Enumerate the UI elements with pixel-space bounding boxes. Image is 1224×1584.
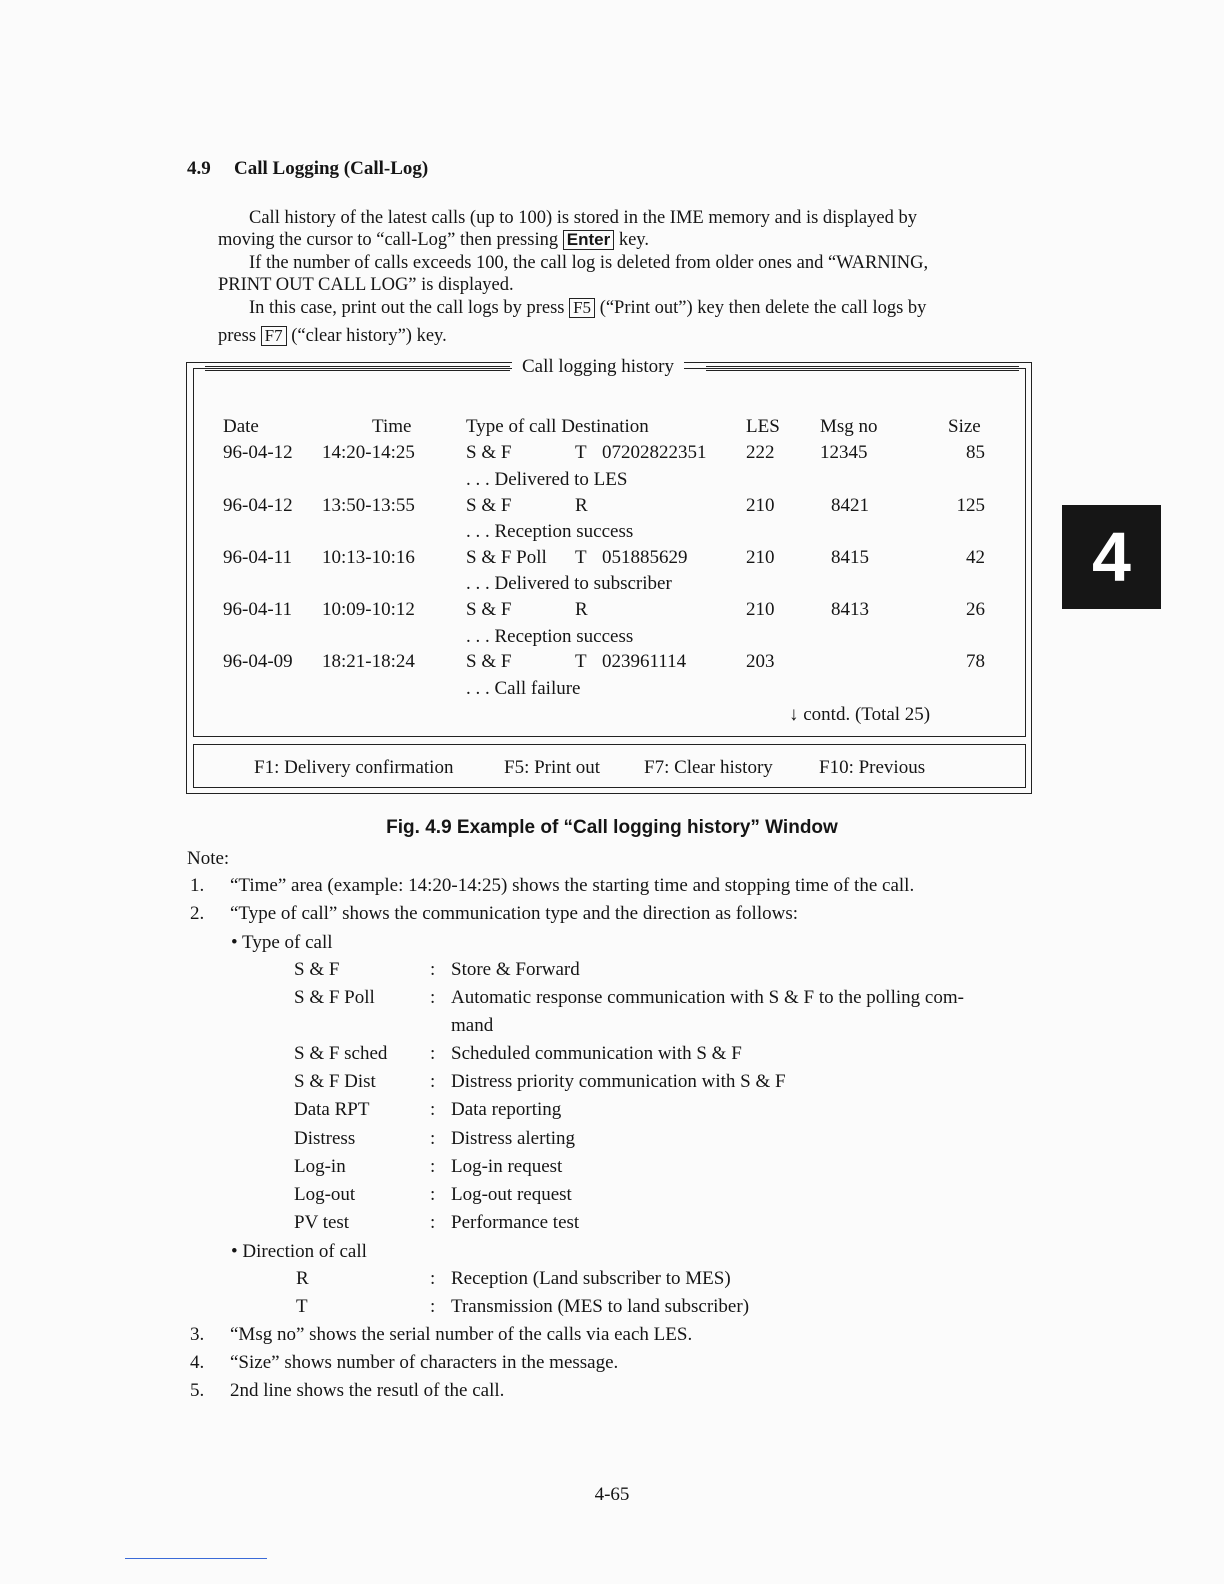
header-time: Time bbox=[372, 416, 412, 437]
direction-term: R bbox=[296, 1268, 309, 1289]
type-of-call-bullet: • Type of call bbox=[231, 932, 333, 953]
window-title: Call logging history bbox=[512, 356, 684, 378]
row-msg-no: 12345 bbox=[820, 442, 868, 463]
row-time: 14:20-14:25 bbox=[322, 442, 415, 463]
header-size: Size bbox=[948, 416, 981, 437]
type-desc: Data reporting bbox=[451, 1099, 562, 1120]
type-term: S & F Dist bbox=[294, 1071, 376, 1092]
header-les: LES bbox=[746, 416, 780, 437]
row-direction: T bbox=[575, 442, 587, 463]
intro-line-3: If the number of calls exceeds 100, the call log is deleted from older ones and “WARNING, bbox=[249, 253, 929, 273]
row-date: 96-04-11 bbox=[223, 547, 292, 568]
f7-clear-history-button[interactable]: F7: Clear history bbox=[644, 757, 773, 778]
direction-desc: Reception (Land subscriber to MES) bbox=[451, 1268, 731, 1289]
enter-key: Enter bbox=[563, 230, 614, 250]
note-number: 1. bbox=[190, 875, 205, 896]
section-number: 4.9 bbox=[187, 158, 211, 179]
note-1: “Time” area (example: 14:20-14:25) shows the starting time and stopping time of the call. bbox=[230, 875, 915, 896]
type-term: Log-in bbox=[294, 1156, 346, 1177]
intro-line-4: PRINT OUT CALL LOG” is displayed. bbox=[218, 275, 514, 295]
direction-term: T bbox=[296, 1296, 308, 1317]
type-desc: Scheduled communication with S & F bbox=[451, 1043, 742, 1064]
row-les: 210 bbox=[746, 599, 775, 620]
row-size: 78 bbox=[966, 651, 985, 672]
intro-line-6: press F7 (“clear history”) key. bbox=[218, 326, 447, 346]
row-date: 96-04-12 bbox=[223, 442, 293, 463]
note-4: “Size” shows number of characters in the message. bbox=[230, 1352, 619, 1373]
continued-indicator: ↓ contd. (Total 25) bbox=[789, 704, 931, 725]
note-number: 5. bbox=[190, 1380, 205, 1401]
f10-previous-button[interactable]: F10: Previous bbox=[819, 757, 926, 778]
note-number: 2. bbox=[190, 903, 205, 924]
row-direction: R bbox=[575, 599, 588, 620]
direction-of-call-bullet: • Direction of call bbox=[231, 1241, 367, 1262]
colon: : bbox=[430, 959, 436, 980]
title-rule-left bbox=[205, 366, 510, 371]
row-direction: T bbox=[575, 547, 587, 568]
row-size: 125 bbox=[956, 495, 985, 516]
row-size: 85 bbox=[966, 442, 985, 463]
section-title: Call Logging (Call-Log) bbox=[234, 158, 429, 179]
colon: : bbox=[430, 1156, 436, 1177]
header-type-destination: Type of call Destination bbox=[466, 416, 649, 437]
header-msg-no: Msg no bbox=[820, 416, 878, 437]
row-date: 96-04-09 bbox=[223, 651, 293, 672]
type-desc: Distress alerting bbox=[451, 1128, 576, 1149]
intro-line-2: moving the cursor to “call-Log” then pressing Enter key. bbox=[218, 230, 649, 250]
type-term: S & F sched bbox=[294, 1043, 388, 1064]
f5-key: F5 bbox=[569, 298, 595, 318]
row-type: S & F Poll bbox=[466, 547, 547, 568]
type-desc: Log-in request bbox=[451, 1156, 563, 1177]
type-desc: Performance test bbox=[451, 1212, 580, 1233]
f5-print-out-button[interactable]: F5: Print out bbox=[504, 757, 601, 778]
row-time: 10:13-10:16 bbox=[322, 547, 415, 568]
header-date: Date bbox=[223, 416, 259, 437]
intro-line-5: In this case, print out the call logs by press F5 (“Print out”) key then delete the call logs by bbox=[249, 298, 927, 318]
row-les: 203 bbox=[746, 651, 775, 672]
row-msg-no: 8413 bbox=[831, 599, 869, 620]
row-time: 13:50-13:55 bbox=[322, 495, 415, 516]
row-time: 18:21-18:24 bbox=[322, 651, 415, 672]
row-direction: T bbox=[575, 651, 587, 672]
row-result: . . . Delivered to LES bbox=[466, 469, 628, 490]
row-type: S & F bbox=[466, 651, 512, 672]
bottom-rule bbox=[125, 1558, 267, 1559]
colon: : bbox=[430, 1212, 436, 1233]
row-type: S & F bbox=[466, 442, 512, 463]
row-result: . . . Reception success bbox=[466, 521, 634, 542]
type-desc: Store & Forward bbox=[451, 959, 580, 980]
colon: : bbox=[430, 1296, 436, 1317]
note-label: Note: bbox=[187, 848, 230, 869]
type-term: S & F bbox=[294, 959, 340, 980]
row-msg-no: 8415 bbox=[831, 547, 869, 568]
colon: : bbox=[430, 1099, 436, 1120]
row-date: 96-04-12 bbox=[223, 495, 293, 516]
type-term: S & F Poll bbox=[294, 987, 375, 1008]
type-desc: Log-out request bbox=[451, 1184, 572, 1205]
row-result: . . . Reception success bbox=[466, 626, 634, 647]
row-result: . . . Delivered to subscriber bbox=[466, 573, 672, 594]
row-les: 210 bbox=[746, 495, 775, 516]
note-3: “Msg no” shows the serial number of the calls via each LES. bbox=[230, 1324, 693, 1345]
row-time: 10:09-10:12 bbox=[322, 599, 415, 620]
row-direction: R bbox=[575, 495, 588, 516]
type-desc: Distress priority communication with S & F bbox=[451, 1071, 786, 1092]
colon: : bbox=[430, 1268, 436, 1289]
type-desc: mand bbox=[451, 1015, 494, 1036]
figure-caption: Fig. 4.9 Example of “Call logging history” Window bbox=[386, 817, 838, 838]
row-size: 26 bbox=[966, 599, 985, 620]
note-5: 2nd line shows the resutl of the call. bbox=[230, 1380, 505, 1401]
row-destination: 07202822351 bbox=[602, 442, 707, 463]
note-number: 4. bbox=[190, 1352, 205, 1373]
row-date: 96-04-11 bbox=[223, 599, 292, 620]
colon: : bbox=[430, 987, 436, 1008]
row-les: 210 bbox=[746, 547, 775, 568]
colon: : bbox=[430, 1128, 436, 1149]
row-type: S & F bbox=[466, 495, 512, 516]
type-term: Data RPT bbox=[294, 1099, 370, 1120]
page-number: 4-65 bbox=[594, 1484, 630, 1505]
section-heading bbox=[187, 158, 428, 180]
row-les: 222 bbox=[746, 442, 775, 463]
chapter-tab-number: 4 bbox=[1092, 518, 1131, 596]
colon: : bbox=[430, 1184, 436, 1205]
type-term: PV test bbox=[294, 1212, 350, 1233]
f1-delivery-confirmation-button[interactable]: F1: Delivery confirmation bbox=[254, 757, 454, 778]
type-term: Log-out bbox=[294, 1184, 356, 1205]
type-desc: Automatic response communication with S & F to the polling com- bbox=[451, 987, 964, 1008]
colon: : bbox=[430, 1043, 436, 1064]
colon: : bbox=[430, 1071, 436, 1092]
type-term: Distress bbox=[294, 1128, 356, 1149]
row-destination: 023961114 bbox=[602, 651, 687, 672]
row-destination: 051885629 bbox=[602, 547, 688, 568]
row-size: 42 bbox=[966, 547, 985, 568]
row-type: S & F bbox=[466, 599, 512, 620]
intro-line-1: Call history of the latest calls (up to 100) is stored in the IME memory and is displayed by bbox=[249, 208, 917, 228]
direction-desc: Transmission (MES to land subscriber) bbox=[451, 1296, 750, 1317]
f7-key: F7 bbox=[261, 326, 287, 346]
row-result: . . . Call failure bbox=[466, 678, 581, 699]
note-number: 3. bbox=[190, 1324, 205, 1345]
title-rule-right bbox=[706, 366, 1019, 371]
row-msg-no: 8421 bbox=[831, 495, 869, 516]
note-2: “Type of call” shows the communication type and the direction as follows: bbox=[230, 903, 798, 924]
